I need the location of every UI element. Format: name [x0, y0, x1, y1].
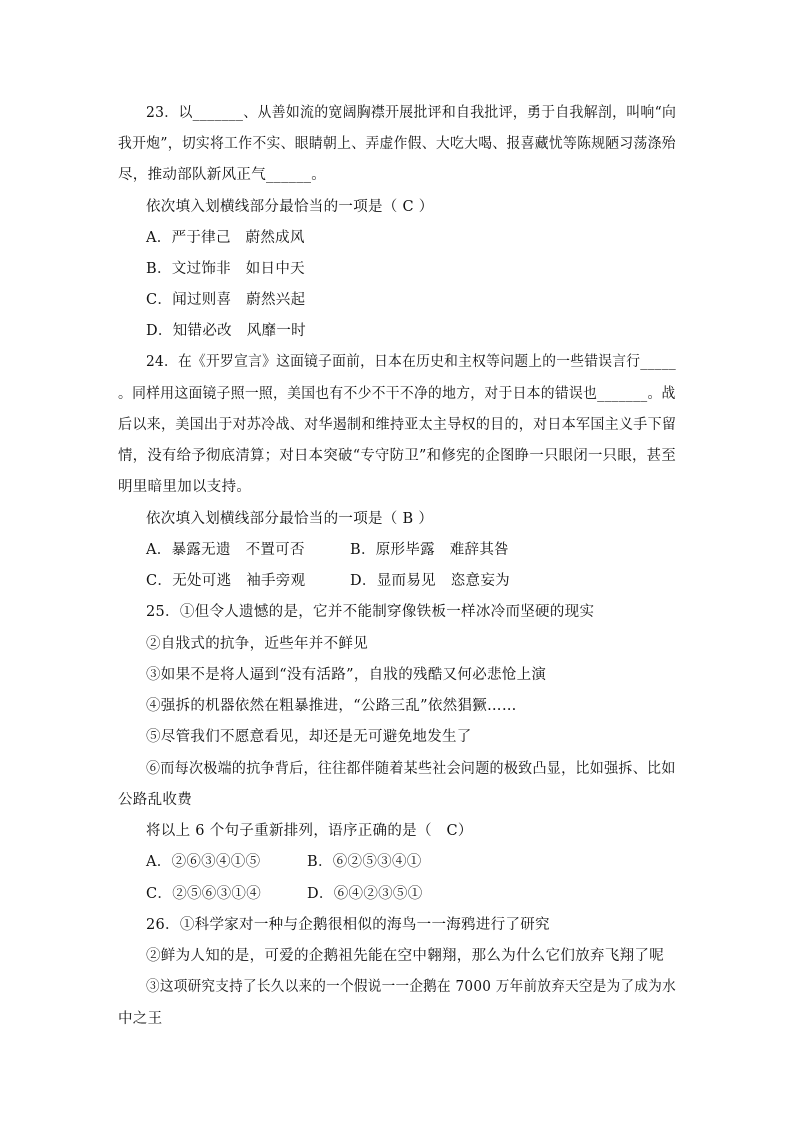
- q24-option-b: B．原形毕露 难辞其咎: [350, 542, 509, 558]
- q24-stem-line-1: 24．在《开罗宣言》这面镜子面前，日本在历史和主权等问题上的一些错误言行_____: [146, 354, 676, 370]
- q24-stem-line-5: 明里暗里加以支持。: [118, 479, 252, 495]
- q24-option-d: D．显而易见 恣意妄为: [350, 573, 510, 589]
- q26-sentence-3-line-2: 中之王: [118, 1011, 163, 1027]
- q24-option-a: A．暴露无遗 不置可否: [146, 542, 305, 558]
- q23-option-c: C．闻过则喜 蔚然兴起: [146, 292, 306, 308]
- q25-sentence-4: ④强拆的机器依然在粗暴推进，“公路三乱”依然猖獗……: [146, 698, 517, 714]
- q25-sentence-6-line-1: ⑥而每次极端的抗争背后，往往都伴随着某些社会问题的极致凸显，比如强拆、比如: [146, 761, 676, 777]
- q25-prompt: 将以上 6 个句子重新排列，语序正确的是（ C）: [146, 823, 473, 839]
- q26-sentence-3-line-1: ③这项研究支持了长久以来的一个假说一一企鹅在 7000 万年前放弃天空是为了成为水: [146, 979, 676, 995]
- q25-sentence-2: ②自戕式的抗争，近些年并不鲜见: [146, 636, 368, 652]
- q23-stem-line-3: 尽，推动部队新风正气______。: [118, 167, 327, 183]
- q25-option-c: C．②⑤⑥③①④: [146, 886, 261, 902]
- q26-sentence-2: ②鲜为人知的是，可爱的企鹅祖先能在空中翱翔，那么为什么它们放弃飞翔了呢: [146, 948, 664, 964]
- q23-option-a: A．严于律己 蔚然成风: [146, 230, 305, 246]
- q25-sentence-1: 25．①但令人遗憾的是，它并不能制穿像铁板一样冰冷而坚硬的现实: [146, 604, 595, 620]
- q24-option-c: C．无处可逃 袖手旁观: [146, 573, 306, 589]
- q24-prompt: 依次填入划横线部分最恰当的一项是（ B ）: [146, 511, 434, 527]
- q23-option-b: B．文过饰非 如日中天: [146, 261, 305, 277]
- q25-option-d: D．⑥④②③⑤①: [307, 886, 423, 902]
- q25-option-a: A．②⑥③④①⑤: [146, 854, 261, 870]
- q24-stem-line-4: 情，没有给予彻底清算；对日本突破“专守防卫”和修宪的企图睁一只眼闭一只眼，甚至: [118, 448, 677, 464]
- q25-sentence-5: ⑤尽管我们不愿意看见，却还是无可避免地发生了: [146, 729, 472, 745]
- q25-option-b: B．⑥②⑤③④①: [307, 854, 422, 870]
- q26-sentence-1: 26．①科学家对一种与企鹅很相似的海鸟一一海鸦进行了研究: [146, 917, 550, 933]
- q23-option-d: D．知错必改 风靡一时: [146, 323, 306, 339]
- q23-stem-line-1: 23．以_______、从善如流的宽阔胸襟开展批评和自我批评，勇于自我解剖，叫响“向: [146, 105, 677, 121]
- q23-stem-line-2: 我开炮”，切实将工作不实、眼睛朝上、弄虚作假、大吃大喝、报喜藏忧等陈规陋习荡涤殆: [118, 136, 676, 152]
- q24-stem-line-2: 。同样用这面镜子照一照，美国也有不少不干不净的地方，对于日本的错误也_______。战: [118, 386, 676, 402]
- q25-sentence-6-line-2: 公路乱收费: [118, 792, 192, 808]
- q24-stem-line-3: 后以来，美国出于对苏冷战、对华遏制和维持亚太主导权的目的，对日本军国主义手下留: [118, 417, 677, 433]
- q23-prompt: 依次填入划横线部分最恰当的一项是（ C ）: [146, 199, 434, 215]
- q25-sentence-3: ③如果不是将人逼到“没有活路”，自戕的残酷又何必悲怆上演: [146, 667, 547, 683]
